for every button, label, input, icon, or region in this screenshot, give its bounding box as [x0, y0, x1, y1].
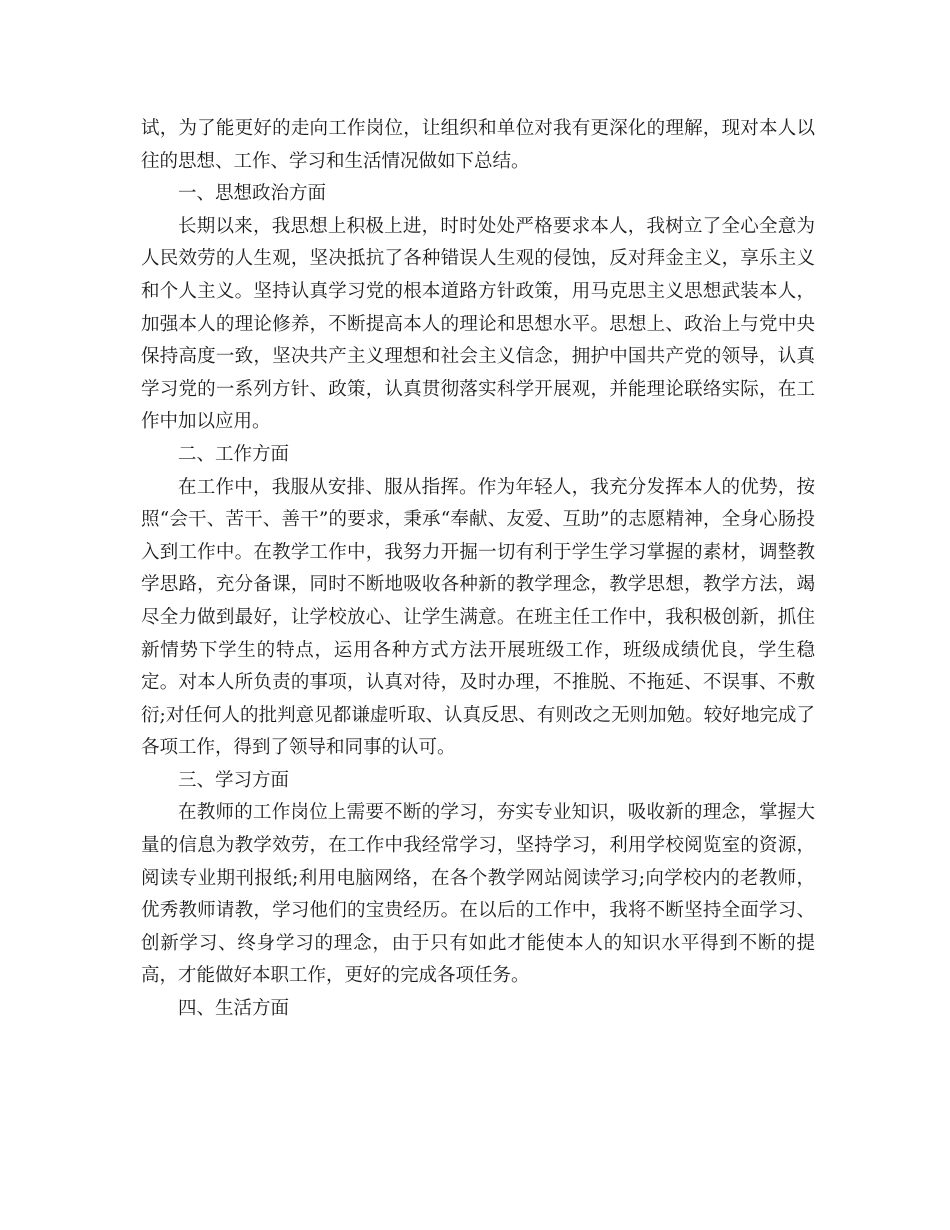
paragraph-intro: 试，为了能更好的走向工作岗位，让组织和单位对我有更深化的理解，现对本人以往的思想、工作、学习和生活情况做如下总结。: [141, 118, 815, 172]
paragraph-ideology: 长期以来，我思想上积极上进，时时处处严格要求本人，我树立了全心全意为人民效劳的人生观，坚决抵抗了各种错误人生观的侵蚀，反对拜金主义，享乐主义和个人主义。坚持认真学习党的根本道路方针政策，用马克思主义思想武装本人，加强本人的理论修养，不断提高本人的理论和思想水平。思想上、政治上与党中央保持高度一致，坚决共产主义理想和社会主义信念，拥护中国共产党的领导，认真学习党的一系列方针、政策，认真贯彻落实科学开展观，并能理论联络实际，在工作中加以应用。: [141, 215, 815, 433]
section-heading-ideology: 一、思想政治方面: [178, 183, 327, 205]
paragraph-study: 在教师的工作岗位上需要不断的学习，夯实专业知识，吸收新的理念，掌握大量的信息为教学效劳，在工作中我经常学习，坚持学习，利用学校阅览室的资源，阅读专业期刊报纸;利用电脑网络，在各个教学网站阅读学习;向学校内的老教师，优秀教师请教，学习他们的宝贵经历。在以后的工作中，我将不断坚持全面学习、创新学习、终身学习的理念，由于只有如此才能使本人的知识水平得到不断的提高，才能做好本职工作，更好的完成各项任务。: [141, 802, 815, 987]
paragraph-work: 在工作中，我服从安排、服从指挥。作为年轻人，我充分发挥本人的优势，按照“会干、苦干、善干”的要求，秉承“奉献、友爱、互助”的志愿精神，全身心肠投入到工作中。在教学工作中，我努力开掘一切有利于学生学习掌握的素材，调整教学思路，充分备课，同时不断地吸收各种新的教学理念，教学思想，教学方法，竭尽全力做到最好，让学校放心、让学生满意。在班主任工作中，我积极创新，抓住新情势下学生的特点，运用各种方式方法开展班级工作，班级成绩优良，学生稳定。对本人所负责的事项，认真对待，及时办理，不推脱、不拖延、不误事、不敷衍;对任何人的批判意见都谦虚听取、认真反思、有则改之无则加勉。较好地完成了各项工作，得到了领导和同事的认可。: [141, 476, 815, 759]
section-heading-work: 二、工作方面: [178, 443, 290, 465]
document-body: [141, 113, 815, 1026]
section-heading-study: 三、学习方面: [178, 769, 290, 791]
section-heading-life: 四、生活方面: [178, 998, 290, 1020]
